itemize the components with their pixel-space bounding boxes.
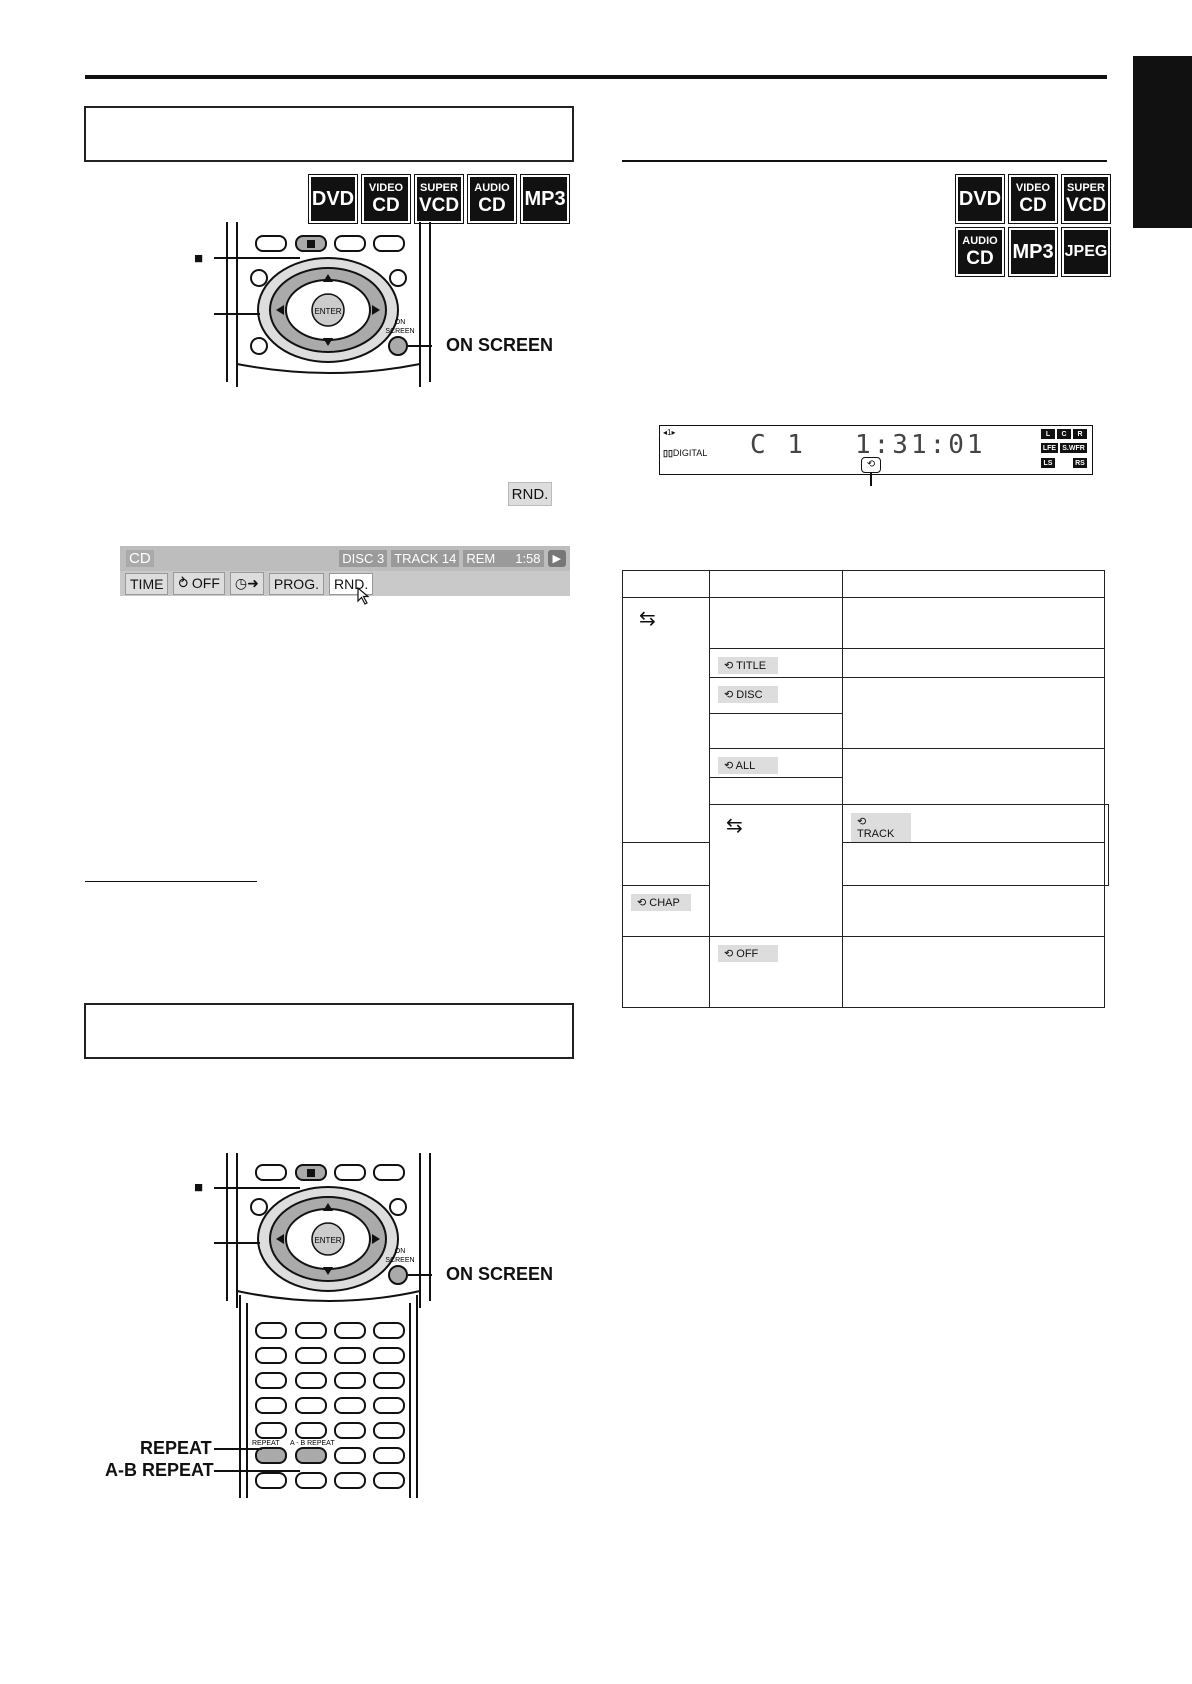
- chip-all: ⟲ ALL: [718, 757, 778, 774]
- speaker-rs: RS: [1073, 458, 1087, 468]
- on-screen-callout-1: ON SCREEN: [446, 335, 554, 355]
- clock-arrow-icon: ◷➜: [234, 575, 259, 591]
- osd-source: CD: [126, 550, 154, 567]
- cursor-icon: [357, 587, 373, 605]
- svg-text:ON: ON: [394, 319, 406, 326]
- note-rule: [85, 881, 257, 882]
- enter-button: ENTER: [314, 307, 342, 316]
- disc-indicator-icon: ◂1▸: [663, 428, 676, 437]
- remote-illustration-2: [180, 1153, 580, 1498]
- super-vcd-badge: SUPER VCD: [414, 174, 464, 224]
- osd-resume-button[interactable]: [230, 572, 264, 595]
- dolby-digital-logo: ▯▯DIGITAL: [663, 448, 708, 458]
- on-screen-callout-2: ON SCREEN: [446, 1264, 554, 1284]
- stop-symbol-1: ■: [194, 250, 204, 267]
- time-readout: 1:31:01: [855, 430, 986, 460]
- section-heading-box-2: [84, 1003, 574, 1059]
- chapter-readout: C 1: [750, 430, 806, 460]
- chip-chap: ⟲ CHAP: [631, 894, 691, 911]
- top-buttons: [256, 236, 404, 251]
- jpeg-badge-right: JPEG: [1061, 227, 1111, 277]
- speaker-l: L: [1041, 429, 1055, 439]
- osd-track: TRACK 14: [391, 550, 459, 567]
- video-cd-badge: VIDEO CD: [361, 174, 411, 224]
- table-header-cell: [623, 571, 710, 598]
- play-arrow-icon: ▶: [548, 550, 566, 567]
- speaker-lfe: LFE: [1042, 444, 1057, 452]
- remote-illustration-1: [180, 222, 580, 392]
- chip-disc: ⟲ DISC: [718, 686, 778, 703]
- dvd-badge: DVD: [308, 174, 358, 224]
- speaker-ls: LS: [1041, 458, 1055, 468]
- super-vcd-badge-right: SUPER VCD: [1061, 174, 1111, 224]
- cd-repeat-icon: ⇆: [710, 805, 843, 937]
- section-heading-box-1: [84, 106, 574, 162]
- stop-symbol-2: ■: [194, 1179, 204, 1196]
- svg-text:SCREEN: SCREEN: [385, 1257, 415, 1264]
- dvd-repeat-icon: ⇆: [623, 598, 710, 843]
- chip-off: ⟲ OFF: [718, 945, 778, 962]
- svg-text:REPEAT: REPEAT: [252, 1440, 280, 1447]
- repeat-mode-table: [622, 570, 1109, 1008]
- front-panel-display: [659, 425, 1093, 475]
- audio-cd-badge: AUDIO CD: [467, 174, 517, 224]
- osd-rnd-button[interactable]: RND.: [329, 573, 373, 595]
- svg-text:ON: ON: [394, 1248, 406, 1255]
- osd-time: 1:58: [503, 550, 543, 567]
- repeat-icon: ⥁: [178, 575, 192, 591]
- right-section-rule: [622, 160, 1107, 162]
- mp3-badge: MP3: [520, 174, 570, 224]
- svg-text:SCREEN: SCREEN: [385, 328, 415, 335]
- repeat-callout: REPEAT: [140, 1438, 212, 1458]
- svg-text:ENTER: ENTER: [314, 1236, 342, 1245]
- repeat-indicator-icon: ⟲: [861, 457, 881, 473]
- svg-text:A - B REPEAT: A - B REPEAT: [290, 1440, 335, 1447]
- on-screen-button: [389, 337, 407, 355]
- video-cd-badge-right: VIDEO CD: [1008, 174, 1058, 224]
- osd-disc: DISC 3: [339, 550, 387, 567]
- speaker-swfr: S.WFR: [1060, 443, 1087, 453]
- dvd-badge-right: DVD: [955, 174, 1005, 224]
- speaker-c: C: [1057, 429, 1071, 439]
- section-tab: [1133, 56, 1192, 228]
- chip-track: ⟲ TRACK: [851, 813, 911, 842]
- ab-repeat-callout: A-B REPEAT: [105, 1460, 214, 1480]
- top-rule: [85, 75, 1107, 79]
- osd-prog-button[interactable]: PROG.: [269, 573, 324, 595]
- osd-repeat-button[interactable]: ⥁ OFF: [173, 572, 224, 595]
- repeat-indicator-pointer: [870, 472, 872, 486]
- audio-cd-badge-right: AUDIO CD: [955, 227, 1005, 277]
- osd-time-button[interactable]: TIME: [125, 573, 168, 595]
- mp3-badge-right: MP3: [1008, 227, 1058, 277]
- table-header-cell: [843, 571, 1105, 598]
- table-header-cell: [710, 571, 843, 598]
- osd-rem: REM: [463, 550, 503, 567]
- speaker-r: R: [1073, 429, 1087, 439]
- chip-title: ⟲ TITLE: [718, 657, 778, 674]
- rnd-indicator: RND.: [508, 482, 552, 506]
- on-screen-bar: [120, 546, 570, 596]
